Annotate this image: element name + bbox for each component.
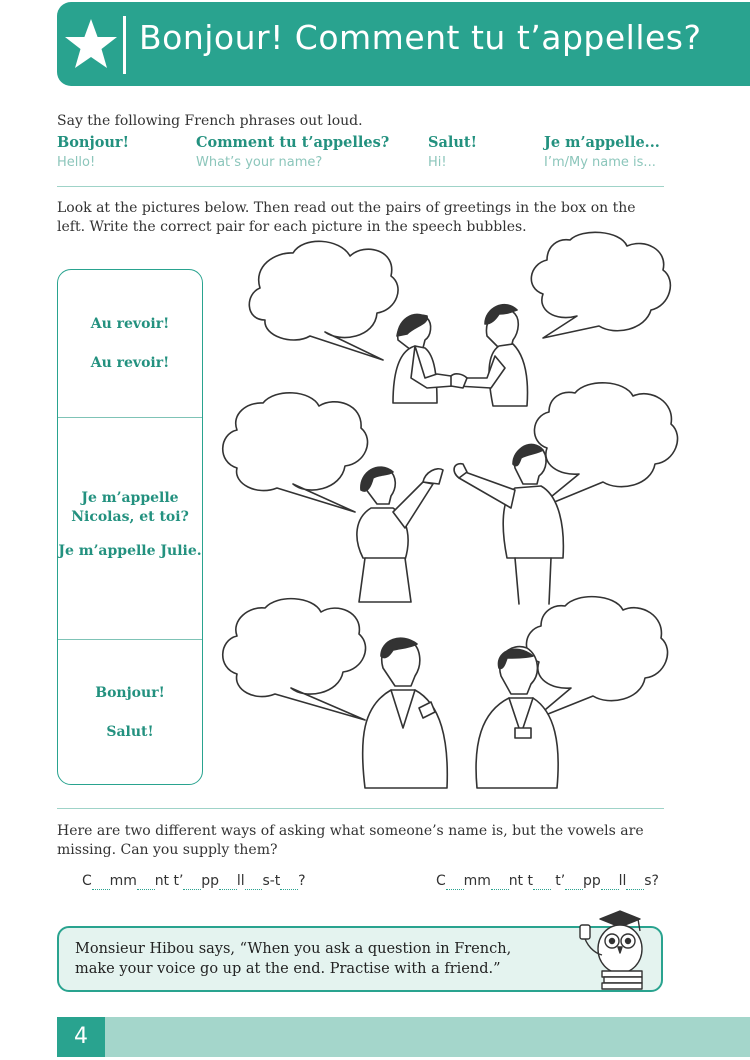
man-pointing xyxy=(454,444,563,604)
phrase-english: I’m/My name is... xyxy=(544,155,656,170)
greeting-line: Au revoir! xyxy=(90,316,170,332)
woman-waving xyxy=(357,467,443,602)
divider-line xyxy=(57,808,664,809)
greeting-line: Je m’appelle Julie. xyxy=(58,543,202,559)
intro-text: Say the following French phrases out loud. xyxy=(57,113,363,129)
phrase-english: What’s your name? xyxy=(196,155,323,170)
man-with-badge-left xyxy=(363,638,448,788)
greeting-line: Salut! xyxy=(106,724,154,740)
divider-line xyxy=(57,186,664,187)
title-banner xyxy=(57,2,750,86)
phrase-french: Comment tu t’appelles? xyxy=(196,134,390,151)
speech-bubble[interactable] xyxy=(223,599,366,720)
phrase-item xyxy=(544,134,660,170)
phrase-item xyxy=(57,134,129,170)
greeting-line: Au revoir! xyxy=(90,355,170,371)
phrase-french: Salut! xyxy=(428,134,477,151)
man-handshake-right xyxy=(451,305,527,406)
phrase-english: Hello! xyxy=(57,155,96,170)
vowels-instruction: Here are two different ways of asking what someone’s name is, but the vowels are missing. Can you supply them? xyxy=(57,823,644,858)
page-title: Bonjour! Comment tu t’appelles? xyxy=(139,18,702,57)
instruction-text: Look at the pictures below. Then read out the pairs of greetings in the box on the left. Write the correct pair for each picture in the speech bubbles. xyxy=(57,200,636,235)
speech-bubble[interactable] xyxy=(531,232,670,338)
greeting-pair-2 xyxy=(58,489,202,561)
owl-mascot-icon xyxy=(572,905,664,991)
phrase-english: Hi! xyxy=(428,155,447,170)
tip-text: Monsieur Hibou says, “When you ask a question in French, make your voice go up at the end. Practise with a friend.” xyxy=(75,941,512,977)
greeting-pairs-box xyxy=(57,269,203,785)
greeting-line: Je m’appelle xyxy=(81,490,179,506)
greeting-line: Nicolas, et toi? xyxy=(71,509,189,525)
speech-bubble[interactable] xyxy=(249,241,398,360)
phrase-item xyxy=(196,134,389,170)
banner-divider xyxy=(123,16,126,74)
speech-bubble[interactable] xyxy=(526,597,667,720)
speech-bubble[interactable] xyxy=(223,393,368,512)
greeting-line: Bonjour! xyxy=(95,685,165,701)
greeting-illustrations xyxy=(215,228,685,798)
greeting-pair-3 xyxy=(58,684,202,742)
man-handshake-left xyxy=(393,314,453,403)
page-number: 4 xyxy=(74,1024,88,1049)
phrase-item xyxy=(428,134,477,170)
phrase-french: Je m’appelle... xyxy=(544,134,660,151)
box-divider xyxy=(58,417,202,418)
star-icon xyxy=(63,17,119,73)
greeting-pair-1 xyxy=(58,315,202,373)
vowel-puzzle-1[interactable]: C mm nt t’ pp ll s-t ? xyxy=(82,873,306,889)
page-number-box xyxy=(57,1017,105,1057)
box-divider xyxy=(58,639,202,640)
phrase-french: Bonjour! xyxy=(57,134,129,151)
footer-bar xyxy=(57,1017,750,1057)
speech-bubble[interactable] xyxy=(534,383,677,510)
vowel-puzzle-2[interactable]: C mm nt t t’ pp ll s? xyxy=(436,873,659,889)
